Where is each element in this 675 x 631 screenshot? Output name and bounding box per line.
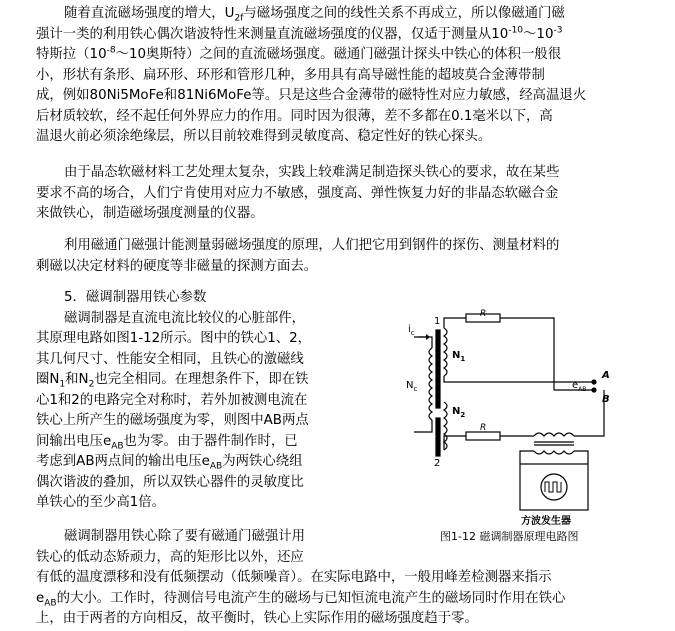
text-line: 上，由于两者的方向相反，故平衡时，铁心上实际作用的磁场强度趋于零。 <box>36 611 478 626</box>
label-b: B <box>602 394 610 405</box>
text-line: 考虑到AB两点间的输出电压$e_{AB}$为两铁心绕组 <box>36 454 303 472</box>
text-line: 温退火前必须涂绝缘层，所以目前较难得到灵敏度高、稳定性好的铁心探头。 <box>36 129 492 144</box>
text-line: 其几何尺寸、性能安全相同，且铁心的激磁线 <box>36 351 304 367</box>
paragraph-modulator-core <box>36 288 366 514</box>
label-n2: $N_2$ <box>452 406 466 419</box>
label-resistor-bottom: R <box>480 423 487 433</box>
text-line: 其原理电路如图1-12所示。图中的铁心1、2， <box>36 331 312 346</box>
text-line: 偶次谐波的叠加，所以双铁心器件的灵敏度比 <box>36 474 304 490</box>
label-core-2: 2 <box>434 458 441 469</box>
label-eab: $e_{AB}$ <box>572 380 587 393</box>
section-heading: 5．磁调制器用铁心参数 <box>64 290 207 305</box>
paragraph-nonlinear-limit <box>36 4 668 148</box>
text-line: 铁心的低动态矫顽力，高的矩形比以外，还应 <box>36 549 304 565</box>
figure-caption: 图1-12 磁调制器原理电路图 <box>440 530 579 543</box>
text-line: 磁调制器是直流电流比较仪的心脏部件， <box>64 310 306 326</box>
text-line: 有低的温度漂移和没有低频摆动（低频噪音）。在实际电路中，一般用峰差检测器来指示 <box>36 570 552 585</box>
label-n1: $N_1$ <box>452 350 466 363</box>
text-line: 磁调制器用铁心除了要有磁通门磁强计用 <box>64 529 306 544</box>
text-line: 铁心上所产生的磁场强度为零，则图中AB两点 <box>36 413 309 428</box>
label-nc: $N_c$ <box>406 380 418 393</box>
label-a: A <box>602 370 610 381</box>
label-resistor-top: R <box>480 309 487 319</box>
label-square-wave-generator: 方波发生器 <box>521 516 571 527</box>
text-line: 来做铁心，制造磁场强度测量的仪器。 <box>36 206 264 221</box>
text-line: 后材质较软，经不起任何外界应力的作用。同时因为很薄，差不多都在0.1毫米以下，高 <box>36 108 553 124</box>
text-line: 由于晶态软磁材料工艺处理太复杂，实践上较难满足制造探头铁心的要求，故在某些 <box>64 165 560 180</box>
text-line: 利用磁通门磁强计能测量弱磁场强度的原理，人们把它用到钢件的探伤、测量材料的 <box>64 238 560 253</box>
text-line: 成，例如80Ni5MoFe和81Ni6MoFe等。只是这些合金薄带的磁特性对应力敏感，经高温退火 <box>36 88 587 103</box>
text-line: 要求不高的场合，人们宁肯使用对应力不敏感，强度高、弹性恢复力好的非晶态软磁合金 <box>36 185 559 201</box>
text-line: $e_{AB}$的大小。工作时，待测信号电流产生的磁场与已知恒流电流产生的磁场同时作用在铁心 <box>36 590 566 609</box>
text-line: 小，形状有条形、扁环形、环形和管形几种，多用具有高导磁性能的超坡莫合金薄带制 <box>36 67 545 83</box>
text-line: 圈$N_1$和$N_2$也完全相同。在理想条件下，即在铁 <box>36 372 309 390</box>
text-line: 心1和2的电路完全对称时，若外加被测电流在 <box>36 392 308 408</box>
text-line: 单铁心的至少高1倍。 <box>36 495 166 510</box>
text-line: 强计一类的利用铁心偶次谐波特性来测量直流磁场强度的仪器，仅适于测量从$10^{-10}\sim 10^{-3}$ <box>36 25 563 42</box>
paragraph-amorphous-alloy <box>36 163 668 225</box>
paragraph-applications <box>36 236 668 277</box>
label-ic: $i_c$ <box>408 324 415 337</box>
text-line: 特斯拉（$10^{-8}\sim 10$奥斯特）之间的直流磁场强度。磁通门磁强计探头中铁心的体积一般很 <box>36 45 562 62</box>
label-core-1: 1 <box>434 316 441 327</box>
circuit-diagram <box>394 306 664 551</box>
text-line: 间输出电压$e_{AB}$也为零。由于器件制作时，已 <box>36 433 298 452</box>
text-line: 剩磁以决定材料的硬度等非磁量的探测方面去。 <box>36 258 318 274</box>
text-line: 随着直流磁场强度的增大，$U_{2f}$与磁场强度之间的线性关系不再成立，所以像磁通门磁 <box>64 6 565 24</box>
